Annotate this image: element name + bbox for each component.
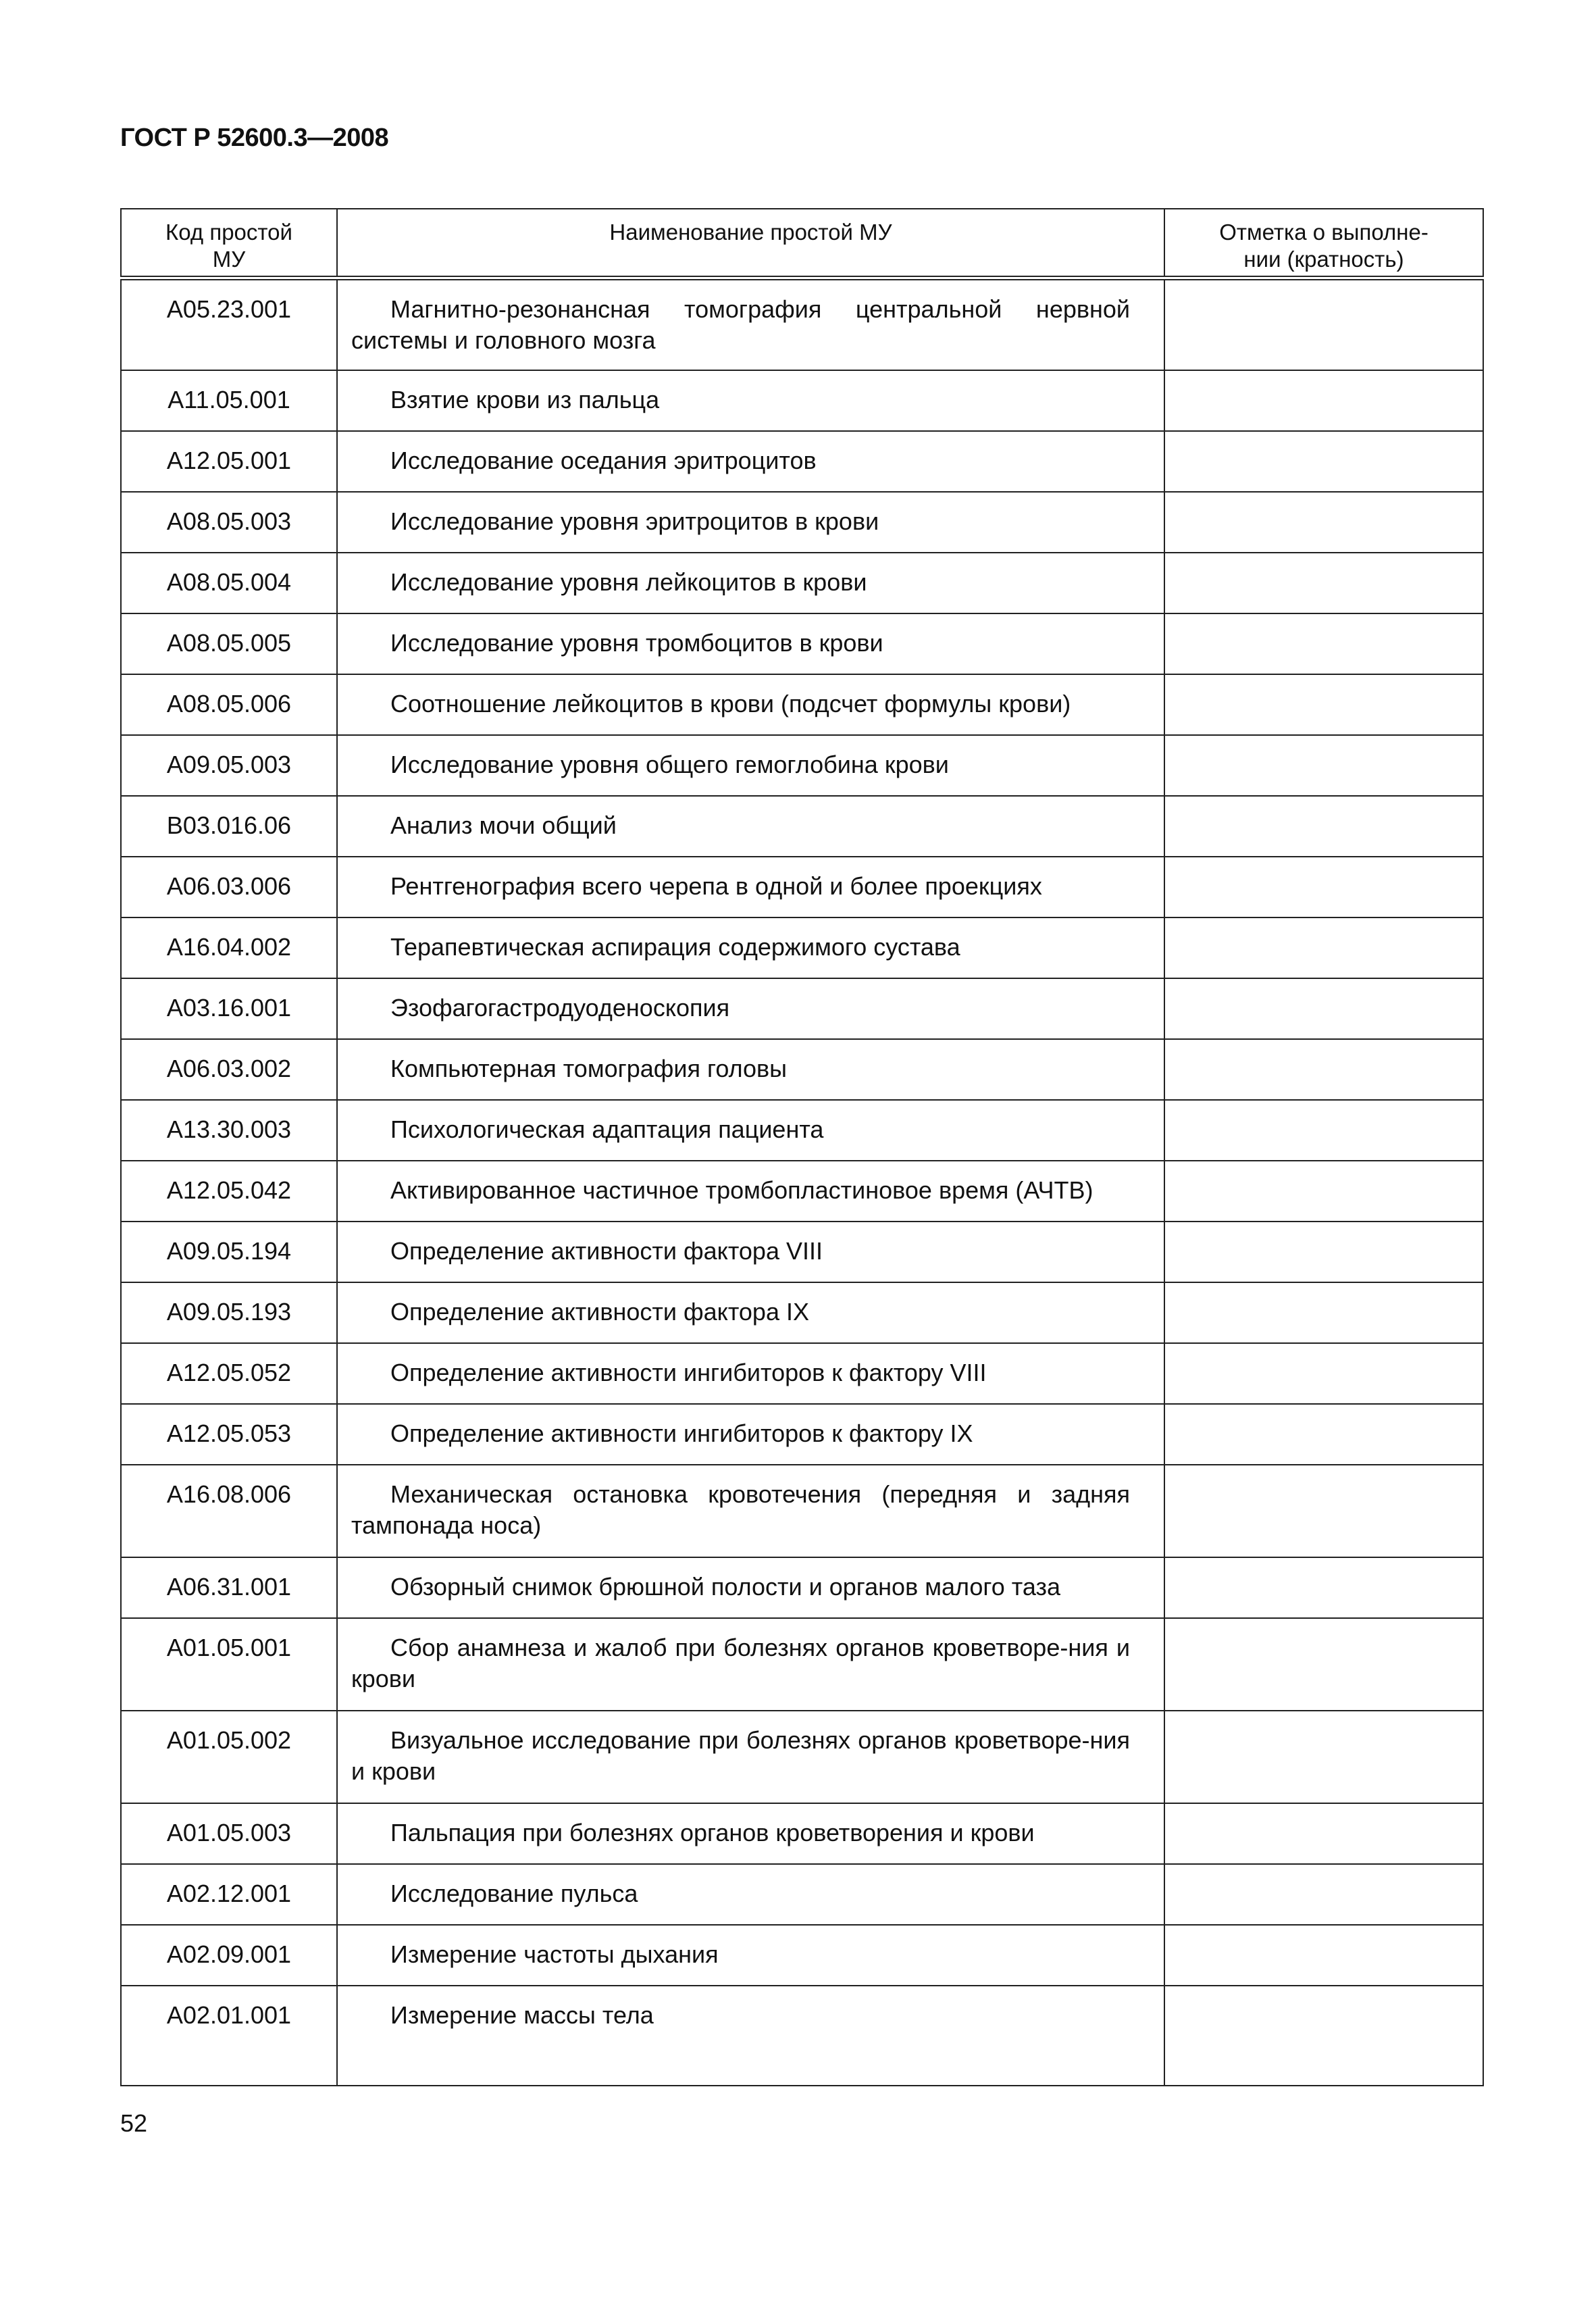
service-name-cell — [337, 1343, 1164, 1404]
table-row — [121, 1282, 1483, 1343]
column-header-mark: Отметка о выполне- нии (кратность) — [1164, 209, 1483, 278]
service-name-cell — [337, 1161, 1164, 1222]
service-code-cell: A02.01.001 — [121, 1986, 337, 2086]
service-code-cell: A06.31.001 — [121, 1557, 337, 1618]
table-row — [121, 978, 1483, 1039]
service-name-text: Исследование оседания эритроцитов — [390, 447, 817, 474]
service-name-text: Измерение частоты дыхания — [390, 1940, 719, 1968]
service-name-text: Магнитно-резонансная томография центральной нервной системы и головного мозга — [351, 295, 1130, 354]
service-name-cell — [337, 1711, 1164, 1803]
completion-mark-cell — [1164, 1925, 1483, 1986]
service-name-cell — [337, 917, 1164, 978]
service-code-cell: B03.016.06 — [121, 796, 337, 857]
completion-mark-cell — [1164, 917, 1483, 978]
table-row — [121, 1100, 1483, 1161]
completion-mark-cell — [1164, 1711, 1483, 1803]
service-code-cell: A09.05.193 — [121, 1282, 337, 1343]
table-row — [121, 1618, 1483, 1711]
completion-mark-cell — [1164, 278, 1483, 370]
table-row — [121, 1557, 1483, 1618]
document-header: ГОСТ Р 52600.3—2008 — [120, 124, 389, 152]
service-code-cell: A06.03.002 — [121, 1039, 337, 1100]
service-name-cell — [337, 1986, 1164, 2086]
service-name-text: Сбор анамнеза и жалоб при болезнях органов кроветворе-ния и крови — [351, 1634, 1130, 1692]
completion-mark-cell — [1164, 796, 1483, 857]
service-name-text: Рентгенография всего черепа в одной и более проекциях — [390, 872, 1042, 900]
table-row — [121, 1039, 1483, 1100]
service-name-text: Измерение массы тела — [390, 2001, 654, 2029]
service-name-text: Пальпация при болезнях органов кроветворения и крови — [390, 1819, 1035, 1846]
table-row — [121, 1925, 1483, 1986]
service-code-cell: A12.05.042 — [121, 1161, 337, 1222]
service-name-cell — [337, 613, 1164, 674]
completion-mark-cell — [1164, 978, 1483, 1039]
service-name-text: Соотношение лейкоцитов в крови (подсчет формулы крови) — [390, 690, 1071, 718]
completion-mark-cell — [1164, 370, 1483, 431]
page-number: 52 — [120, 2109, 148, 2137]
service-name-text: Обзорный снимок брюшной полости и органов малого таза — [390, 1573, 1060, 1601]
service-name-text: Определение активности ингибиторов к фактору VIII — [390, 1359, 987, 1386]
service-code-cell: A08.05.006 — [121, 674, 337, 735]
service-name-text: Активированное частичное тромбопластиновое время (АЧТВ) — [390, 1176, 1093, 1204]
completion-mark-cell — [1164, 1039, 1483, 1100]
service-name-cell — [337, 796, 1164, 857]
table-row — [121, 370, 1483, 431]
completion-mark-cell — [1164, 1986, 1483, 2086]
table-row — [121, 1161, 1483, 1222]
completion-mark-cell — [1164, 1864, 1483, 1925]
service-name-cell — [337, 735, 1164, 796]
table-row — [121, 1864, 1483, 1925]
service-name-cell — [337, 1465, 1164, 1557]
service-name-text: Исследование уровня общего гемоглобина крови — [390, 751, 949, 778]
service-code-cell: A06.03.006 — [121, 857, 337, 917]
service-name-cell — [337, 674, 1164, 735]
completion-mark-cell — [1164, 735, 1483, 796]
table-row — [121, 735, 1483, 796]
service-code-cell: A08.05.004 — [121, 553, 337, 613]
service-name-text: Психологическая адаптация пациента — [390, 1115, 824, 1143]
service-code-cell: A03.16.001 — [121, 978, 337, 1039]
table-row — [121, 917, 1483, 978]
completion-mark-cell — [1164, 857, 1483, 917]
service-name-cell — [337, 278, 1164, 370]
column-header-code: Код простой МУ — [121, 209, 337, 278]
column-header-name: Наименование простой МУ — [337, 209, 1164, 278]
service-name-text: Определение активности фактора VIII — [390, 1237, 823, 1265]
completion-mark-cell — [1164, 1343, 1483, 1404]
table-row — [121, 278, 1483, 370]
completion-mark-cell — [1164, 553, 1483, 613]
service-name-cell — [337, 1222, 1164, 1282]
service-name-text: Определение активности ингибиторов к фактору IX — [390, 1419, 973, 1447]
table-row — [121, 674, 1483, 735]
service-code-cell: A16.08.006 — [121, 1465, 337, 1557]
service-code-cell: A01.05.001 — [121, 1618, 337, 1711]
service-name-text: Определение активности фактора IX — [390, 1298, 809, 1326]
table-row — [121, 1803, 1483, 1864]
service-code-cell: A12.05.052 — [121, 1343, 337, 1404]
table-row — [121, 857, 1483, 917]
service-name-cell — [337, 1282, 1164, 1343]
completion-mark-cell — [1164, 1465, 1483, 1557]
completion-mark-cell — [1164, 1222, 1483, 1282]
service-code-cell: A01.05.002 — [121, 1711, 337, 1803]
service-name-cell — [337, 492, 1164, 553]
service-name-text: Взятие крови из пальца — [390, 386, 660, 413]
service-name-text: Исследование пульса — [390, 1880, 638, 1907]
service-name-cell — [337, 978, 1164, 1039]
service-code-cell: A08.05.005 — [121, 613, 337, 674]
table-row — [121, 1222, 1483, 1282]
completion-mark-cell — [1164, 674, 1483, 735]
service-name-cell — [337, 1404, 1164, 1465]
service-name-text: Анализ мочи общий — [390, 811, 617, 839]
table-row — [121, 1465, 1483, 1557]
completion-mark-cell — [1164, 1282, 1483, 1343]
completion-mark-cell — [1164, 1100, 1483, 1161]
service-name-text: Эзофагогастродуоденоскопия — [390, 994, 730, 1022]
table-row — [121, 1343, 1483, 1404]
service-code-cell: A13.30.003 — [121, 1100, 337, 1161]
table-row — [121, 796, 1483, 857]
service-code-cell: A11.05.001 — [121, 370, 337, 431]
service-name-cell — [337, 1925, 1164, 1986]
service-name-cell — [337, 1618, 1164, 1711]
completion-mark-cell — [1164, 1404, 1483, 1465]
service-name-text: Исследование уровня лейкоцитов в крови — [390, 568, 867, 596]
table-row — [121, 613, 1483, 674]
table-row — [121, 1404, 1483, 1465]
service-code-cell: A08.05.003 — [121, 492, 337, 553]
service-name-cell — [337, 1039, 1164, 1100]
service-code-cell: A01.05.003 — [121, 1803, 337, 1864]
service-name-cell — [337, 1100, 1164, 1161]
service-name-text: Исследование уровня эритроцитов в крови — [390, 507, 879, 535]
table-row — [121, 1711, 1483, 1803]
service-name-cell — [337, 857, 1164, 917]
service-name-text: Компьютерная томография головы — [390, 1055, 788, 1082]
service-code-cell: A09.05.003 — [121, 735, 337, 796]
service-code-cell: A12.05.053 — [121, 1404, 337, 1465]
table-row — [121, 492, 1483, 553]
service-code-cell: A05.23.001 — [121, 278, 337, 370]
service-name-cell — [337, 1864, 1164, 1925]
service-name-text: Терапевтическая аспирация содержимого сустава — [390, 933, 960, 961]
service-name-cell — [337, 1803, 1164, 1864]
service-name-cell — [337, 431, 1164, 492]
completion-mark-cell — [1164, 1161, 1483, 1222]
table-row — [121, 431, 1483, 492]
service-name-text: Исследование уровня тромбоцитов в крови — [390, 629, 883, 657]
service-name-text: Визуальное исследование при болезнях органов кроветворе-ния и крови — [351, 1726, 1130, 1785]
table-row — [121, 553, 1483, 613]
service-name-text: Механическая остановка кровотечения (передняя и задняя тампонада носа) — [351, 1480, 1130, 1539]
completion-mark-cell — [1164, 1557, 1483, 1618]
table-row — [121, 1986, 1483, 2086]
completion-mark-cell — [1164, 1618, 1483, 1711]
completion-mark-cell — [1164, 1803, 1483, 1864]
service-code-cell: A02.12.001 — [121, 1864, 337, 1925]
service-name-cell — [337, 553, 1164, 613]
service-name-cell — [337, 1557, 1164, 1618]
service-code-cell: A16.04.002 — [121, 917, 337, 978]
service-code-cell: A09.05.194 — [121, 1222, 337, 1282]
service-code-cell: A12.05.001 — [121, 431, 337, 492]
table-header-row — [121, 209, 1483, 278]
completion-mark-cell — [1164, 492, 1483, 553]
service-code-cell: A02.09.001 — [121, 1925, 337, 1986]
table-body — [121, 278, 1483, 2086]
completion-mark-cell — [1164, 431, 1483, 492]
completion-mark-cell — [1164, 613, 1483, 674]
medical-services-table — [120, 208, 1484, 2086]
service-name-cell — [337, 370, 1164, 431]
